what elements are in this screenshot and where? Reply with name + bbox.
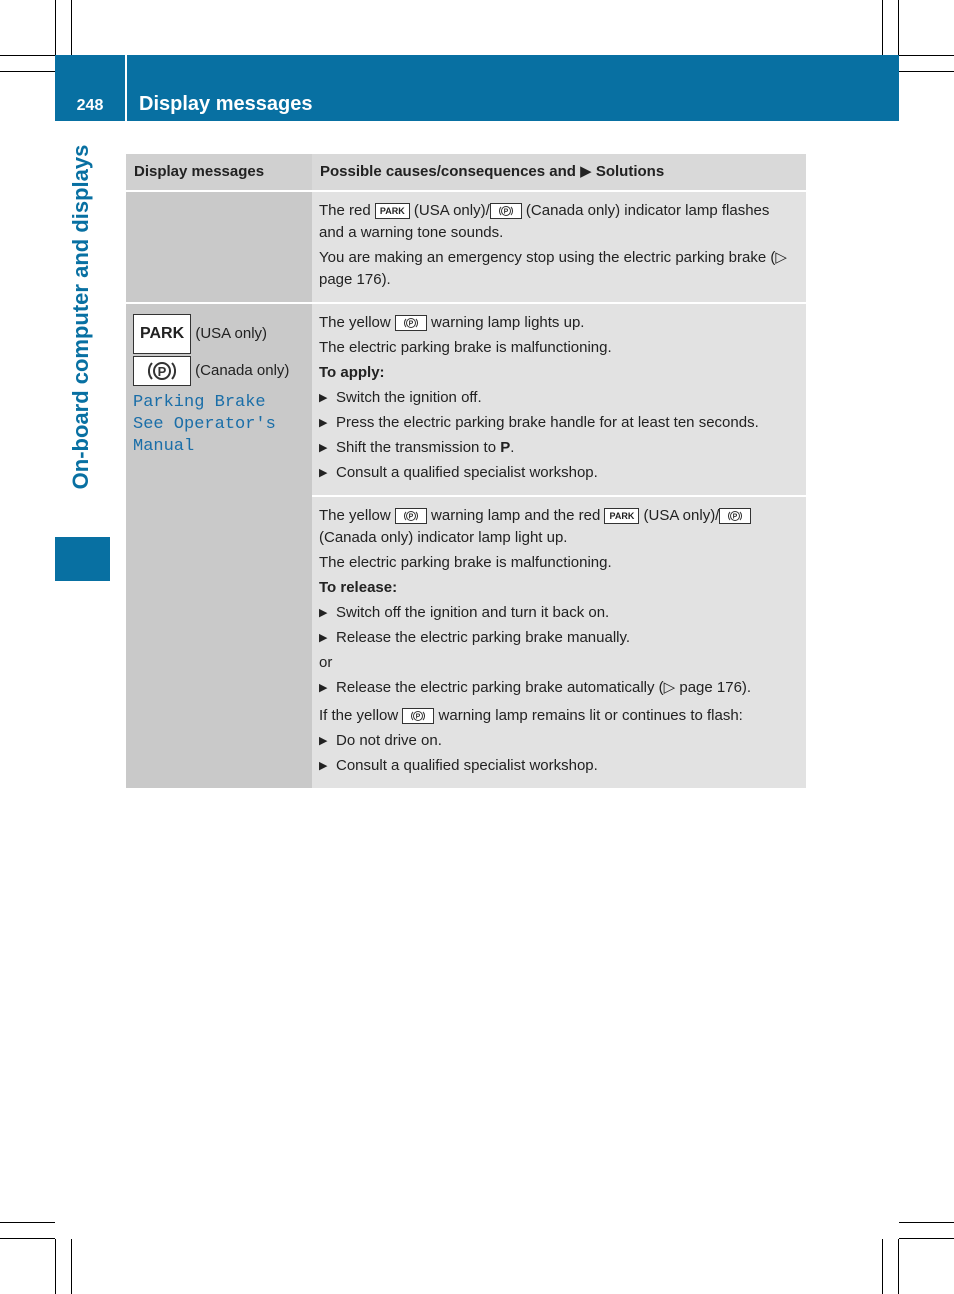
crop-mark (898, 1239, 899, 1294)
display-message-cell (126, 303, 312, 788)
crop-mark (71, 0, 72, 55)
bullet-arrow-icon: ▶ (319, 682, 328, 694)
table-row (126, 191, 806, 303)
solutions-arrow-icon: ▶ (580, 163, 592, 180)
park-indicator-icon: PARK (375, 203, 410, 219)
page-number: 248 (76, 97, 104, 114)
column-header-display-messages: Display messages (126, 154, 312, 191)
svg-text:P: P (503, 208, 509, 216)
parking-brake-p-icon (490, 203, 522, 219)
svg-text:P: P (733, 513, 738, 521)
display-messages-table (126, 154, 806, 788)
crop-mark (882, 0, 883, 55)
paragraph: You are making an emergency stop using the electric parking brake (▷ page 176). (319, 249, 787, 288)
park-indicator-icon: PARK (133, 314, 191, 354)
header-text: Possible causes/consequences and (320, 163, 581, 180)
svg-text:P: P (408, 513, 414, 521)
instruction-heading: To apply: (319, 364, 385, 381)
list-item: ▶ Switch off the ignition and turn it back on. (319, 602, 798, 624)
paragraph: The red PARK (USA only)/ P (Canada only) indicator lamp flashes and a warning tone sounds. (319, 202, 770, 241)
crop-mark (71, 1239, 72, 1294)
crop-mark (55, 1239, 56, 1294)
table-header-row (126, 154, 806, 191)
parking-brake-p-icon (395, 508, 427, 524)
bullet-arrow-icon: ▶ (319, 467, 328, 479)
parking-brake-p-icon (402, 708, 434, 724)
bullet-arrow-icon: ▶ (319, 760, 328, 772)
list-item: ▶ Consult a qualified specialist workshop. (319, 462, 798, 484)
crop-mark (0, 1222, 55, 1223)
column-header-solutions (312, 154, 806, 191)
header-divider (125, 55, 127, 121)
parking-brake-p-icon (395, 315, 427, 331)
crop-mark (0, 71, 55, 72)
crop-mark (0, 55, 55, 56)
paragraph: If the yellow P warning lamp remains lit or continues to flash: (319, 707, 743, 724)
list-item: ▶ Press the electric parking brake handle for at least ten seconds. (319, 412, 798, 434)
usa-label: (USA only) (195, 325, 268, 342)
bullet-arrow-icon: ▶ (319, 392, 328, 404)
header-text: Solutions (591, 163, 665, 180)
bullet-arrow-icon: ▶ (319, 417, 328, 429)
list-item: ▶ Shift the transmission to P. (319, 437, 798, 459)
list-item: ▶ Release the electric parking brake manually. (319, 627, 798, 649)
solution-cell (312, 303, 806, 496)
paragraph: The electric parking brake is malfunctioning. (319, 339, 612, 356)
crop-mark (899, 1238, 954, 1239)
chapter-label: On-board computer and displays (68, 144, 93, 490)
crop-mark (899, 1222, 954, 1223)
bullet-arrow-icon: ▶ (319, 442, 328, 454)
bullet-arrow-icon: ▶ (319, 607, 328, 619)
bullet-arrow-icon: ▶ (319, 632, 328, 644)
chapter-marker (55, 537, 110, 581)
canada-label: (Canada only) (195, 362, 290, 379)
crop-mark (898, 0, 899, 55)
list-item: ▶ Do not drive on. (319, 730, 798, 752)
display-message-text: Parking Brake See Operator's Manual (133, 393, 276, 456)
bullet-arrow-icon: ▶ (319, 735, 328, 747)
paragraph: The electric parking brake is malfunctioning. (319, 554, 612, 571)
parking-brake-p-icon (719, 508, 751, 524)
page-title: Display messages (139, 93, 313, 115)
parking-brake-p-icon (133, 356, 191, 386)
list-item: ▶ Consult a qualified specialist workshop. (319, 755, 798, 777)
display-message-cell (126, 191, 312, 303)
crop-mark (899, 55, 954, 56)
or-text: or (319, 654, 333, 671)
instruction-heading: To release: (319, 579, 398, 596)
crop-mark (882, 1239, 883, 1294)
chapter-side-tab (55, 121, 110, 581)
page-header (55, 55, 899, 121)
paragraph: The yellow P warning lamp lights up. (319, 314, 585, 331)
paragraph: The yellow P warning lamp and the red PARK (USA only)/ P (Canada only) indicator lamp light up. (319, 505, 798, 549)
solution-cell (312, 496, 806, 788)
solution-cell (312, 191, 806, 303)
list-item: ▶ Switch the ignition off. (319, 387, 798, 409)
crop-mark (0, 1238, 55, 1239)
park-indicator-icon: PARK (604, 508, 639, 524)
svg-text:P: P (408, 320, 414, 328)
svg-text:P: P (157, 364, 167, 380)
list-item: ▶ Release the electric parking brake automatically (▷ page 176). (319, 677, 798, 699)
svg-text:P: P (416, 713, 421, 721)
crop-mark (899, 71, 954, 72)
table-row (126, 303, 806, 496)
crop-mark (55, 0, 56, 55)
display-icons (133, 314, 304, 388)
